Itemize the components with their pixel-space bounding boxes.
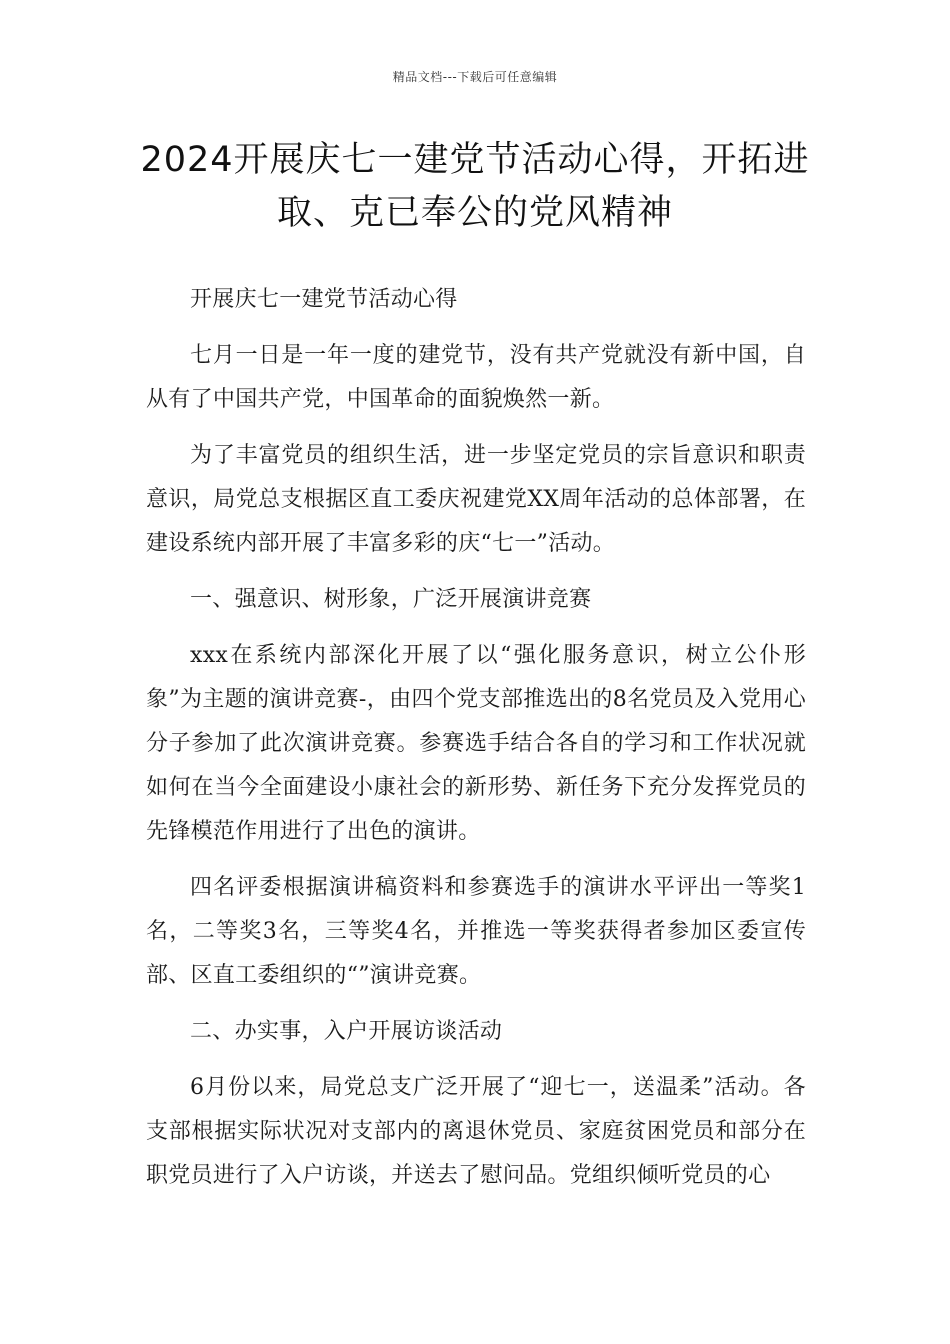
header-note: 精品文档---下载后可任意编辑 [392,70,558,84]
section-heading-1: 一、强意识、树形象，广泛开展演讲竞赛 [190,587,592,612]
paragraph-visits: 6月份以来，局党总支广泛开展了“迎七一，送温柔”活动。各支部根据实际状况对支部内的离退休党员、家庭贫困党员和部分在职党员进行了入户访谈，并送去了慰问品。党组织倾听党员的心 [146,1075,806,1188]
paragraph-intro: 七月一日是一年一度的建党节，没有共产党就没有新中国，自从有了中国共产党，中国革命的面貌焕然一新。 [146,343,806,412]
paragraph-purpose: 为了丰富党员的组织生活，进一步坚定党员的宗旨意识和职责意识，局党总支根据区直工委庆祝建党XX周年活动的总体部署，在建设系统内部开展了丰富多彩的庆“七一”活动。 [146,443,806,556]
document-body [146,278,806,1210]
paragraph-subtitle: 开展庆七一建党节活动心得 [190,287,458,312]
document-title: 2024开展庆七一建党节活动心得，开拓进取、克已奉公的党风精神 [140,140,810,233]
section-heading-2: 二、办实事，入户开展访谈活动 [190,1019,503,1044]
paragraph-speech-contest: xxx在系统内部深化开展了以“强化服务意识，树立公仆形象”为主题的演讲竞赛-，由四个党支部推选出的8名党员及入党用心分子参加了此次演讲竞赛。参赛选手结合各自的学习和工作状况就如何在当今全面建设小康社会的新形势、新任务下充分发挥党员的先锋模范作用进行了出色的演讲。 [146,643,806,844]
paragraph-awards: 四名评委根据演讲稿资料和参赛选手的演讲水平评出一等奖1名，二等奖3名，三等奖4名，并推选一等奖获得者参加区委宣传部、区直工委组织的“”演讲竞赛。 [146,875,806,988]
